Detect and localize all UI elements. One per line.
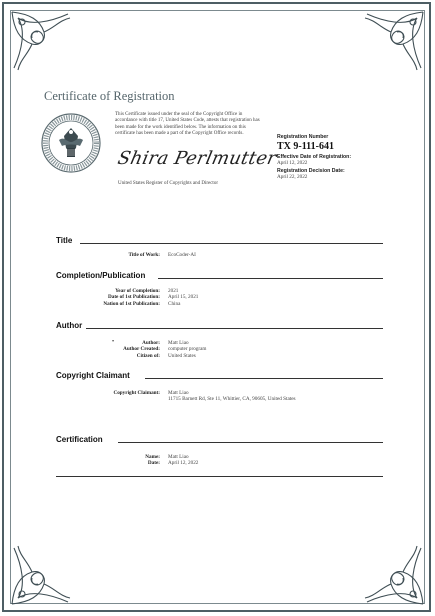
corner-ornament-bottom-right xyxy=(363,544,425,606)
author-row xyxy=(60,353,360,359)
signature-caption: United States Register of Copyrights and Director xyxy=(118,181,218,186)
certificate-title: Certificate of Registration xyxy=(44,89,175,103)
decision-date: April 22, 2022 xyxy=(277,174,308,180)
certificate-intro-text: This Certificate issued under the seal of the Copyright Office in accordance with title 17, United States Code, attests that registration has been made for the work identified below. The information on this certificate has been made a part of the Copyright Office records. xyxy=(115,112,260,136)
certification-bottom-rule xyxy=(56,476,383,477)
title-of-work-value: EcoCoder-AI xyxy=(168,252,196,258)
section-author-heading: Author xyxy=(56,321,83,330)
author-value: Matt Liao xyxy=(168,340,189,346)
register-signature: Shira Perlmutter xyxy=(115,148,279,169)
author-created-value: computer program xyxy=(168,346,207,353)
first-publication-nation-value: China xyxy=(168,300,181,307)
completion-row xyxy=(60,301,360,307)
certification-name-value: Matt Liao xyxy=(168,454,189,460)
registration-number: TX 9-111-641 xyxy=(277,141,334,152)
section-certification-heading: Certification xyxy=(56,435,103,444)
section-completion-heading: Completion/Publication xyxy=(56,271,146,280)
certification-row xyxy=(60,460,360,466)
effective-date-label: Effective Date of Registration: xyxy=(277,154,352,160)
author-label: Author: xyxy=(142,340,160,346)
section-completion-rule xyxy=(158,278,383,279)
claimant-name: Matt Liao xyxy=(168,390,189,396)
author-bullet: • xyxy=(112,339,115,345)
year-of-completion-label: Year of Completion: xyxy=(115,288,160,294)
certification-name-label: Name: xyxy=(145,454,160,460)
decision-date-label: Registration Decision Date: xyxy=(277,168,345,174)
author-fields xyxy=(60,340,360,359)
title-of-work-field xyxy=(60,252,360,258)
first-publication-nation-label: Nation of 1st Publication: xyxy=(103,300,160,307)
effective-date: April 12, 2022 xyxy=(277,160,308,166)
certification-date-value: April 12, 2022 xyxy=(168,460,199,467)
citizen-of-value: United States xyxy=(168,352,196,359)
claimant-fields xyxy=(60,390,380,403)
title-of-work-label: Title of Work: xyxy=(128,252,160,258)
certification-date-label: Date: xyxy=(147,460,160,467)
section-certification-rule xyxy=(118,442,383,443)
section-claimant-heading: Copyright Claimant xyxy=(56,371,130,380)
corner-ornament-top-right xyxy=(363,10,425,72)
copyright-claimant-label: Copyright Claimant: xyxy=(113,390,160,396)
citizen-of-label: Citizen of: xyxy=(136,352,160,359)
first-publication-date-label: Date of 1st Publication: xyxy=(107,294,160,301)
section-claimant-rule xyxy=(145,378,383,379)
corner-ornament-bottom-left xyxy=(10,544,72,606)
author-created-label: Author Created: xyxy=(123,346,160,353)
section-author-rule xyxy=(86,328,383,329)
registration-box xyxy=(277,134,417,182)
year-of-completion-value: 2021 xyxy=(168,288,179,294)
claimant-address: 11715 Barnett Rd, Ste 11, Whittier, CA, 90605, United States xyxy=(168,396,296,403)
completion-fields xyxy=(60,288,360,307)
copyright-office-seal-icon xyxy=(40,112,102,174)
registration-number-label: Registration Number xyxy=(277,134,329,140)
section-title-rule xyxy=(80,243,383,244)
corner-ornament-top-left xyxy=(10,10,72,72)
section-title-heading: Title xyxy=(56,236,73,245)
first-publication-date-value: April 15, 2021 xyxy=(168,294,199,301)
certification-fields xyxy=(60,454,360,467)
